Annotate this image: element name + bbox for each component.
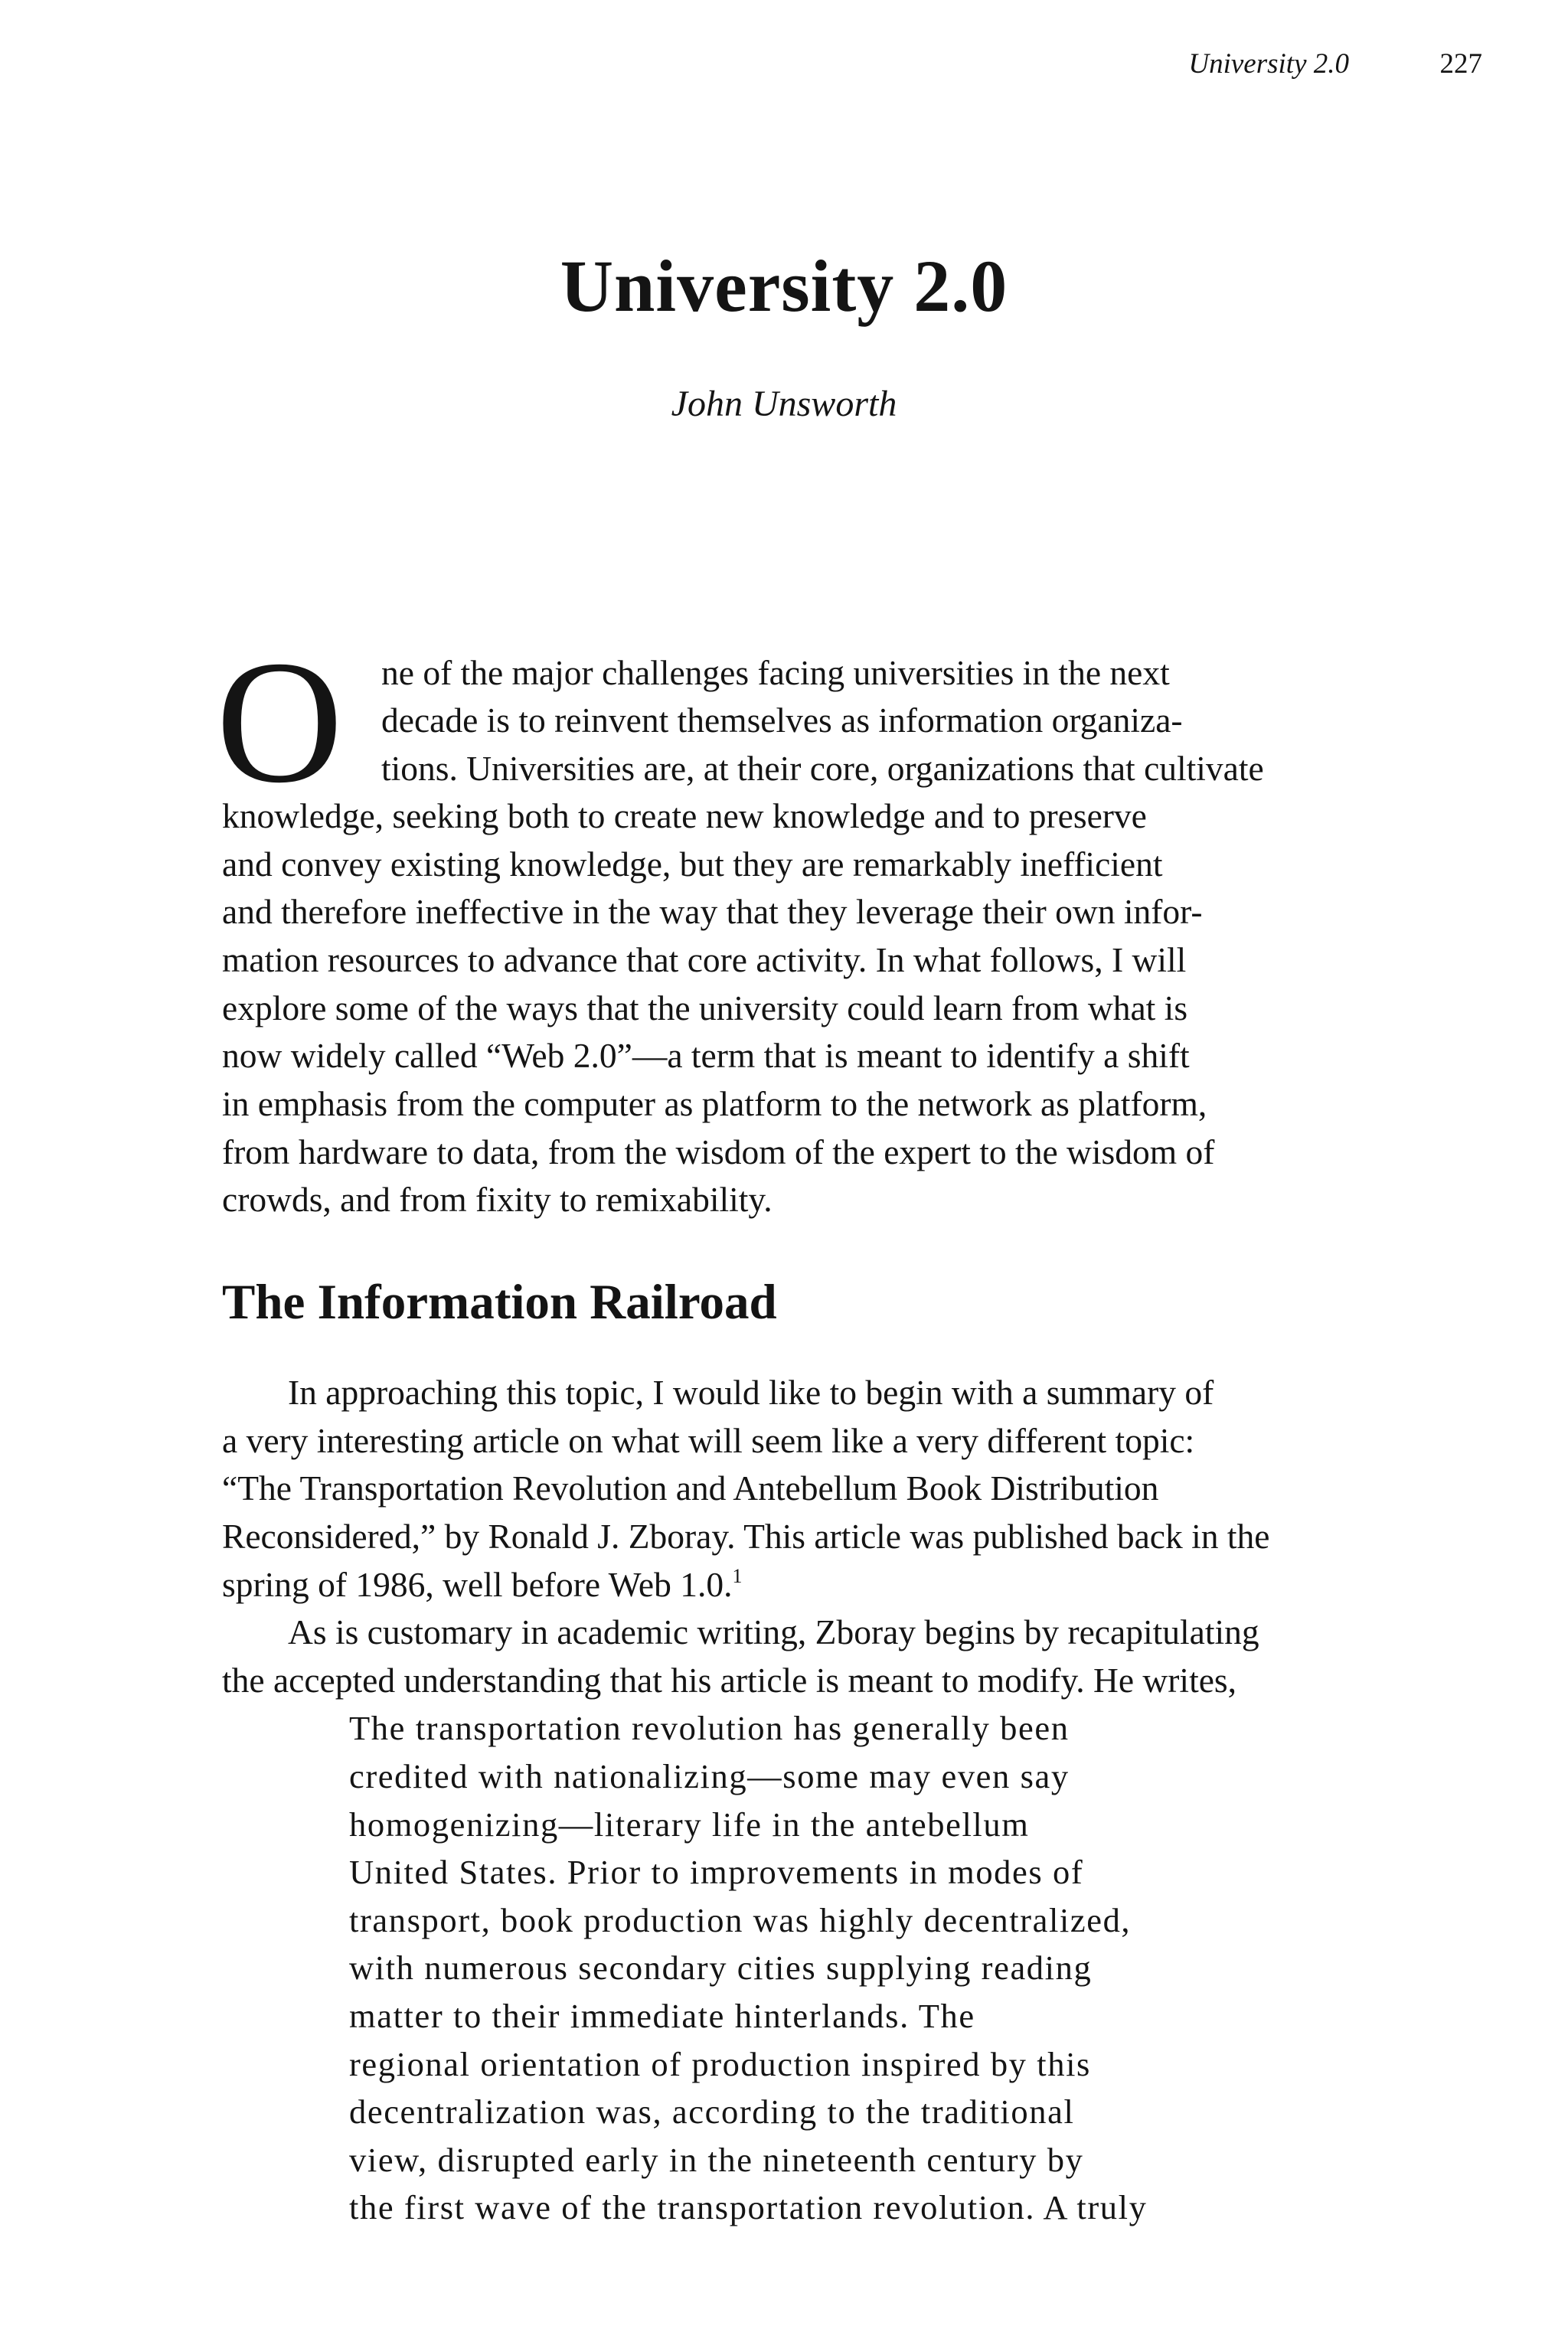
quote-line: decentralization was, according to the traditional bbox=[349, 2092, 1075, 2131]
section-heading: The Information Railroad bbox=[222, 1275, 777, 1330]
article-title: University 2.0 bbox=[560, 245, 1008, 327]
text-line: tions. Universities are, at their core, organizations that cultivate bbox=[381, 749, 1264, 788]
text-line: mation resources to advance that core activity. In what follows, I will bbox=[222, 940, 1187, 979]
text-line: crowds, and from fixity to remixability. bbox=[222, 1180, 773, 1219]
text-line: a very interesting article on what will seem like a very different topic: bbox=[222, 1421, 1195, 1460]
quote-line: homogenizing—literary life in the antebellum bbox=[349, 1805, 1030, 1844]
quote-line: The transportation revolution has generally been bbox=[349, 1709, 1070, 1747]
quote-line: transport, book production was highly decentralized, bbox=[349, 1901, 1132, 1939]
text-line: now widely called “Web 2.0”—a term that is meant to identify a shift bbox=[222, 1036, 1190, 1075]
quote-line: credited with nationalizing—some may even say bbox=[349, 1757, 1070, 1795]
text-line: and therefore ineffective in the way that they leverage their own infor- bbox=[222, 892, 1203, 931]
text-line: Reconsidered,” by Ronald J. Zboray. This article was published back in the bbox=[222, 1517, 1270, 1556]
quote-line: the first wave of the transportation revolution. A truly bbox=[349, 2188, 1148, 2226]
running-title: University 2.0 bbox=[1188, 48, 1349, 80]
text-line: from hardware to data, from the wisdom of the expert to the wisdom of bbox=[222, 1132, 1215, 1171]
quote-line: regional orientation of production inspired by this bbox=[349, 2045, 1091, 2083]
text-line: and convey existing knowledge, but they are remarkably inefficient bbox=[222, 844, 1163, 884]
text-line: ne of the major challenges facing universities in the next bbox=[381, 653, 1170, 692]
author-name: John Unsworth bbox=[671, 384, 897, 424]
text-line bbox=[222, 1561, 742, 1609]
drop-cap: O bbox=[216, 624, 344, 819]
text-line: decade is to reinvent themselves as information organiza- bbox=[381, 701, 1183, 740]
text-line: As is customary in academic writing, Zboray begins by recapitulating bbox=[288, 1612, 1259, 1651]
quote-line: United States. Prior to improvements in modes of bbox=[349, 1853, 1084, 1891]
page-number: 227 bbox=[1439, 48, 1482, 80]
text-line: the accepted understanding that his article is meant to modify. He writes, bbox=[222, 1661, 1236, 1700]
footnote-ref[interactable]: 1 bbox=[732, 1564, 743, 1587]
text-line-content: spring of 1986, well before Web 1.0. bbox=[222, 1565, 733, 1604]
text-line: explore some of the ways that the university could learn from what is bbox=[222, 988, 1188, 1027]
text-line: knowledge, seeking both to create new knowledge and to preserve bbox=[222, 796, 1147, 835]
quote-line: with numerous secondary cities supplying reading bbox=[349, 1949, 1093, 1987]
text-line: “The Transportation Revolution and Antebellum Book Distribution bbox=[222, 1468, 1159, 1508]
quote-line: view, disrupted early in the nineteenth century by bbox=[349, 2141, 1084, 2179]
text-line: In approaching this topic, I would like to begin with a summary of bbox=[288, 1373, 1214, 1412]
text-line: in emphasis from the computer as platform to the network as platform, bbox=[222, 1084, 1207, 1123]
quote-line: matter to their immediate hinterlands. The bbox=[349, 1997, 975, 2035]
